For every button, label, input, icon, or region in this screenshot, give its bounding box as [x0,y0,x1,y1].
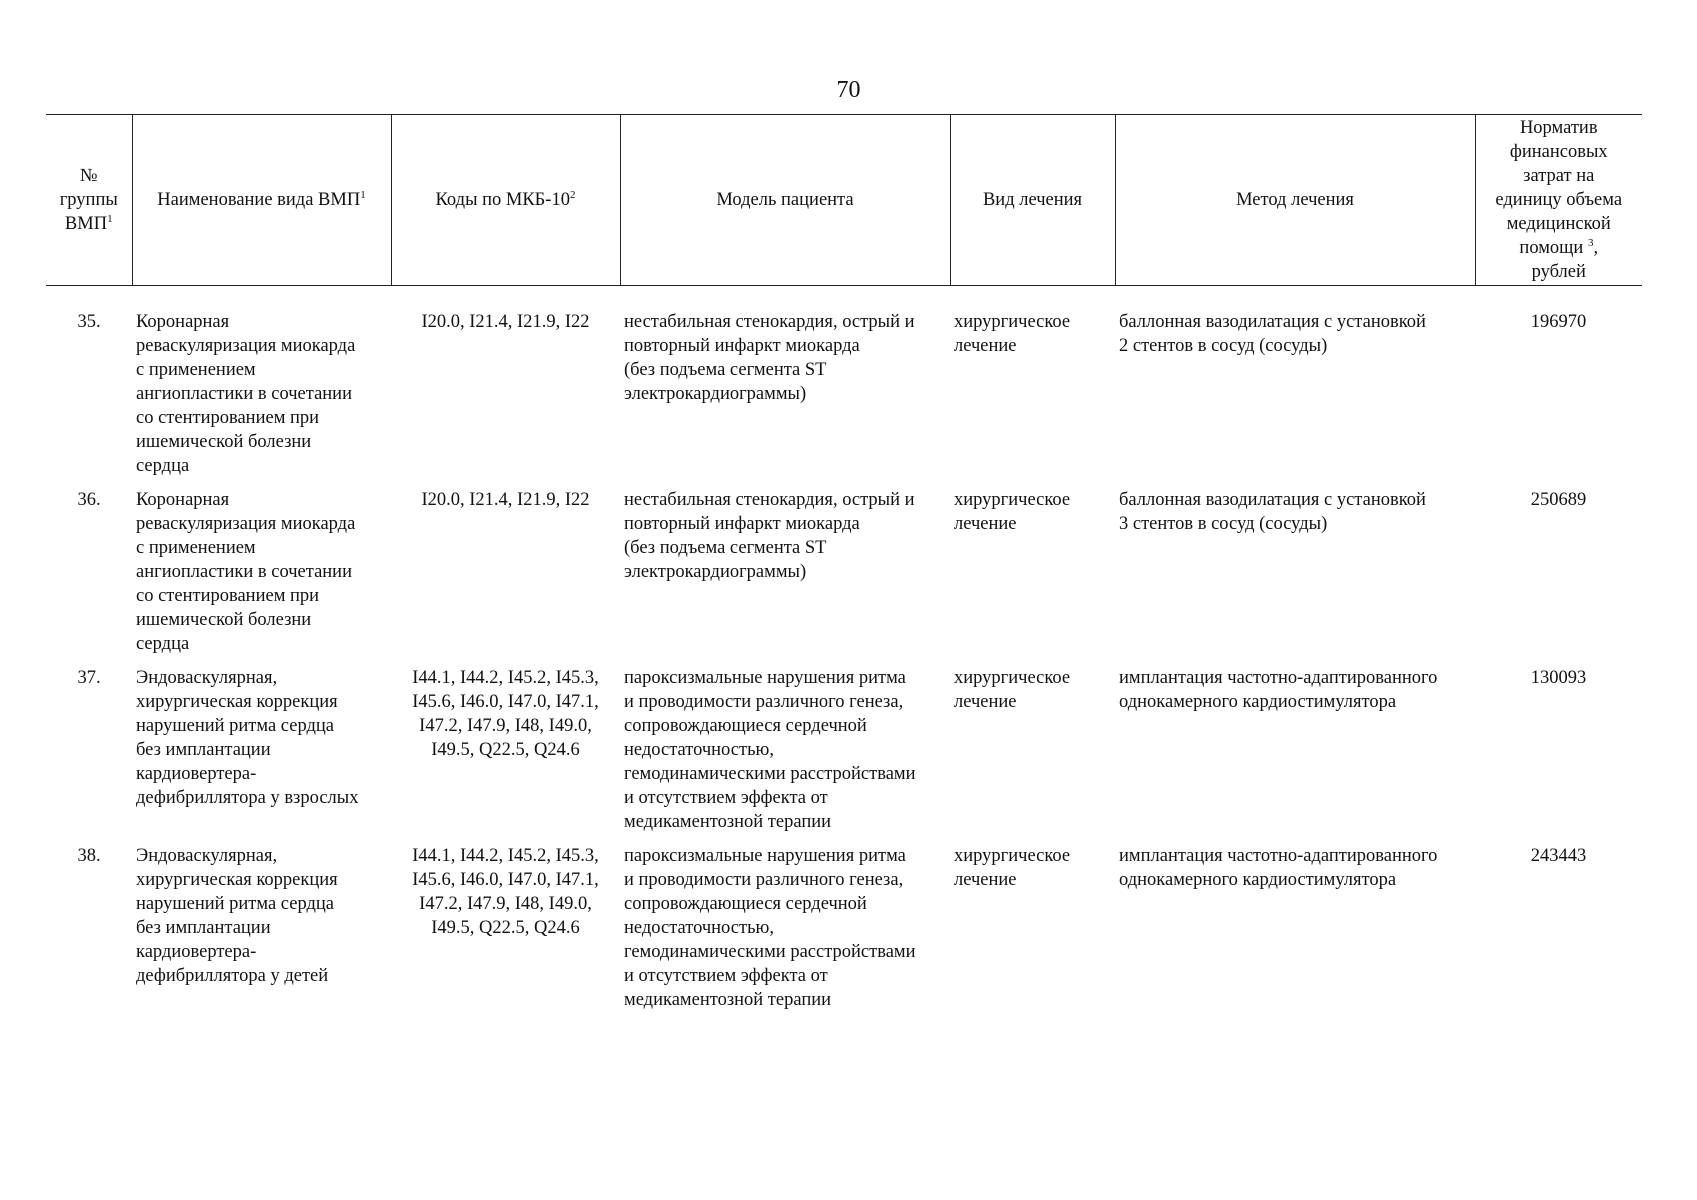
header-treatment-type: Вид лечения [950,115,1115,286]
icd-codes-cell: I20.0, I21.4, I21.9, I22 [421,490,590,510]
treatment-type-cell: хирургическое лечение [954,490,1071,534]
vmp-name-cell: Эндоваскулярная, хирургическая коррекция нарушений ритма сердца без имплантации кардиовертера- дефибриллятора у взрослых [136,668,359,808]
header-financial-norm: Норматив финансовых затрат на единицу объема медицинской помощи $^3$, рублей [1475,115,1642,286]
financial-norm-cell: 250689 [1530,490,1587,510]
vmp-table [46,114,1642,1022]
header-vmp-name: Наименование вида ВМП$^1$ [132,115,391,286]
vmp-name-cell: Эндоваскулярная, хирургическая коррекция нарушений ритма сердца без имплантации кардиовертера- дефибриллятора у детей [136,846,338,986]
treatment-method-cell: баллонная вазодилатация с установкой 3 стентов в сосуд (сосуды) [1119,490,1426,534]
icd-codes-cell: I44.1, I44.2, I45.2, I45.3, I45.6, I46.0, I47.0, I47.1, I47.2, I47.9, I48, I49.0, I49.5, Q22.5, Q24.6 [412,846,599,938]
icd-codes-cell: I44.1, I44.2, I45.2, I45.3, I45.6, I46.0, I47.0, I47.1, I47.2, I47.9, I48, I49.0, I49.5, Q22.5, Q24.6 [412,668,599,760]
header-icd-codes: Коды по МКБ-$10^2$ [391,115,620,286]
vmp-name-cell: Коронарная реваскуляризация миокарда с применением ангиопластики в сочетании со стентированием при ишемической болезни сердца [136,490,356,654]
table-row [46,310,1642,488]
financial-norm-cell: 196970 [1530,312,1587,332]
financial-norm-cell: 130093 [1530,668,1587,688]
table-body [46,286,1642,1023]
table-row [46,666,1642,844]
patient-model-cell: пароксизмальные нарушения ритма и проводимости различного генеза, сопровождающиеся сердечной недостаточностью, гемодинамическими расстройствами и отсутствием эффекта от медикаментозной терапии [624,846,916,1010]
header-treatment-method: Метод лечения [1115,115,1475,286]
vmp-name-cell: Коронарная реваскуляризация миокарда с применением ангиопластики в сочетании со стентированием при ишемической болезни сердца [136,312,356,476]
patient-model-cell: нестабильная стенокардия, острый и повторный инфаркт миокарда (без подъема сегмента ST электрокардиограммы) [624,312,915,404]
group-number-cell: 36. [77,490,101,510]
treatment-type-cell: хирургическое лечение [954,312,1071,356]
treatment-type-cell: хирургическое лечение [954,846,1071,890]
header-group-number: № группы ВМП$^1$ [46,115,132,286]
treatment-method-cell: баллонная вазодилатация с установкой 2 стентов в сосуд (сосуды) [1119,312,1426,356]
table-row [46,488,1642,666]
treatment-method-cell: имплантация частотно-адаптированного однокамерного кардиостимулятора [1119,846,1438,890]
icd-codes-cell: I20.0, I21.4, I21.9, I22 [421,312,590,332]
patient-model-cell: нестабильная стенокардия, острый и повторный инфаркт миокарда (без подъема сегмента ST электрокардиограммы) [624,490,915,582]
table-row [46,844,1642,1022]
treatment-type-cell: хирургическое лечение [954,668,1071,712]
financial-norm-cell: 243443 [1530,846,1587,866]
page-number: 70 [836,77,861,103]
group-number-cell: 37. [77,668,101,688]
group-number-cell: 38. [77,846,101,866]
header-patient-model: Модель пациента [620,115,950,286]
group-number-cell: 35. [77,312,101,332]
table-header-row [46,115,1642,286]
treatment-method-cell: имплантация частотно-адаптированного однокамерного кардиостимулятора [1119,668,1438,712]
patient-model-cell: пароксизмальные нарушения ритма и проводимости различного генеза, сопровождающиеся сердечной недостаточностью, гемодинамическими расстройствами и отсутствием эффекта от медикаментозной терапии [624,668,916,832]
